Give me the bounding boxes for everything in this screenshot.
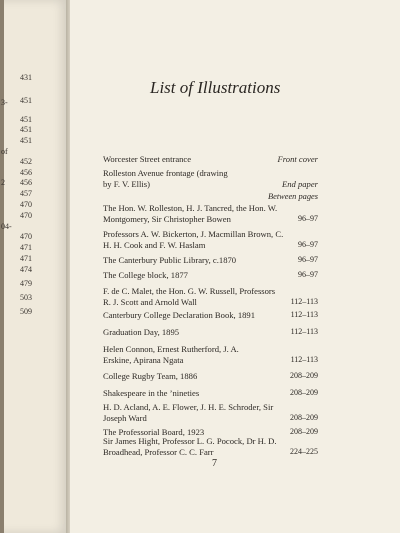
entry-caption: Graduation Day, 1895 [103, 327, 180, 337]
entry-page: 96–97 [298, 213, 318, 223]
entry-page: 208–209 [290, 412, 318, 422]
entry-caption: H. D. Acland, A. E. Flower, J. H. E. Schroder, Sir Joseph Ward [103, 402, 274, 423]
left-page-number: 509 [20, 307, 32, 316]
left-page-number: 456 [20, 178, 32, 187]
illustration-entry [103, 436, 318, 457]
illustration-entry [103, 255, 318, 266]
entry-caption: Helen Connon, Ernest Rutherford, J. A. Erskine, Apirana Ngata [103, 344, 239, 365]
illustration-entry [103, 154, 318, 165]
page-edge [0, 0, 4, 533]
left-page-number: 457 [20, 189, 32, 198]
left-page-fragment: 2 [1, 178, 5, 187]
illustration-entry [103, 327, 318, 338]
entry-caption: Canterbury College Declaration Book, 1891 [103, 310, 256, 320]
left-page-number: 451 [20, 96, 32, 105]
left-page-number: 431 [20, 73, 32, 82]
left-page-number: 451 [20, 115, 32, 124]
left-page-number: 470 [20, 232, 32, 241]
entry-page: 96–97 [298, 239, 318, 249]
page-title: List of Illustrations [150, 78, 281, 97]
illustration-entry [103, 388, 318, 399]
entry-caption: The Hon. W. Rolleston, H. J. Tancred, the Hon. W. Montgomery, Sir Christopher Bowen [103, 203, 278, 224]
illustration-entry [103, 371, 318, 382]
left-page-number: 452 [20, 157, 32, 166]
illustration-entry [103, 229, 318, 250]
entry-caption: The College block, 1877 [103, 270, 188, 280]
entry-page: 96–97 [298, 270, 318, 279]
entry-caption: College Rugby Team, 1886 [103, 371, 198, 381]
left-page-number: 471 [20, 243, 32, 252]
entry-page: Front cover [277, 154, 318, 164]
left-page-fragment: 3- [1, 98, 8, 107]
entry-caption: Rolleston Avenue frontage (drawing by F. V. Ellis) [103, 168, 228, 189]
entry-caption: Sir James Hight, Professor L. G. Pocock, Dr H. D. Broadhead, Professor C. C. Farr [103, 436, 277, 457]
entry-page: 208–209 [290, 427, 318, 436]
entry-page: 96–97 [298, 255, 318, 264]
illustration-entry [103, 286, 318, 307]
entry-page: 112–113 [290, 327, 318, 336]
between-pages-label: Between pages [267, 192, 318, 201]
entry-caption: Professors A. W. Bickerton, J. Macmillan Brown, C. H. H. Cook and F. W. Haslam [103, 229, 284, 250]
entry-page: 208–209 [290, 388, 318, 397]
left-page-number: 479 [20, 279, 32, 288]
illustration-entry [103, 344, 318, 365]
entry-caption: The Canterbury Public Library, c.1870 [103, 255, 237, 265]
left-page-fragment: of [1, 147, 8, 156]
entry-page: End paper [281, 178, 318, 189]
entry-caption: Shakespeare in the ’nineties [103, 388, 200, 398]
left-page-number: 470 [20, 200, 32, 209]
left-page-number: 451 [20, 136, 32, 145]
left-page-number: 471 [20, 254, 32, 263]
illustration-entry [103, 270, 318, 281]
illustration-entry [103, 402, 318, 423]
page-number: 7 [212, 458, 217, 469]
left-page-number: 470 [20, 211, 32, 220]
illustration-entry [103, 168, 318, 189]
left-page-number: 503 [20, 293, 32, 302]
entry-page: 208–209 [290, 371, 318, 380]
left-page-number: 456 [20, 168, 32, 177]
facing-page-left [0, 0, 68, 533]
entry-caption: F. de C. Malet, the Hon. G. W. Russell, Professors R. J. Scott and Arnold Wall [103, 286, 276, 307]
entry-page: 112–113 [290, 310, 318, 319]
left-page-fragment: 04- [1, 222, 12, 231]
illustration-entry [103, 203, 318, 224]
entry-caption: Worcester Street entrance [103, 154, 192, 164]
entry-page: 224–225 [290, 446, 318, 456]
entry-page: 112–113 [290, 354, 318, 364]
entry-page: 112–113 [290, 296, 318, 306]
left-page-number: 451 [20, 125, 32, 134]
entry-caption: The Professorial Board, 1923 [103, 427, 205, 437]
left-page-number: 474 [20, 265, 32, 274]
illustration-entry [103, 310, 318, 321]
